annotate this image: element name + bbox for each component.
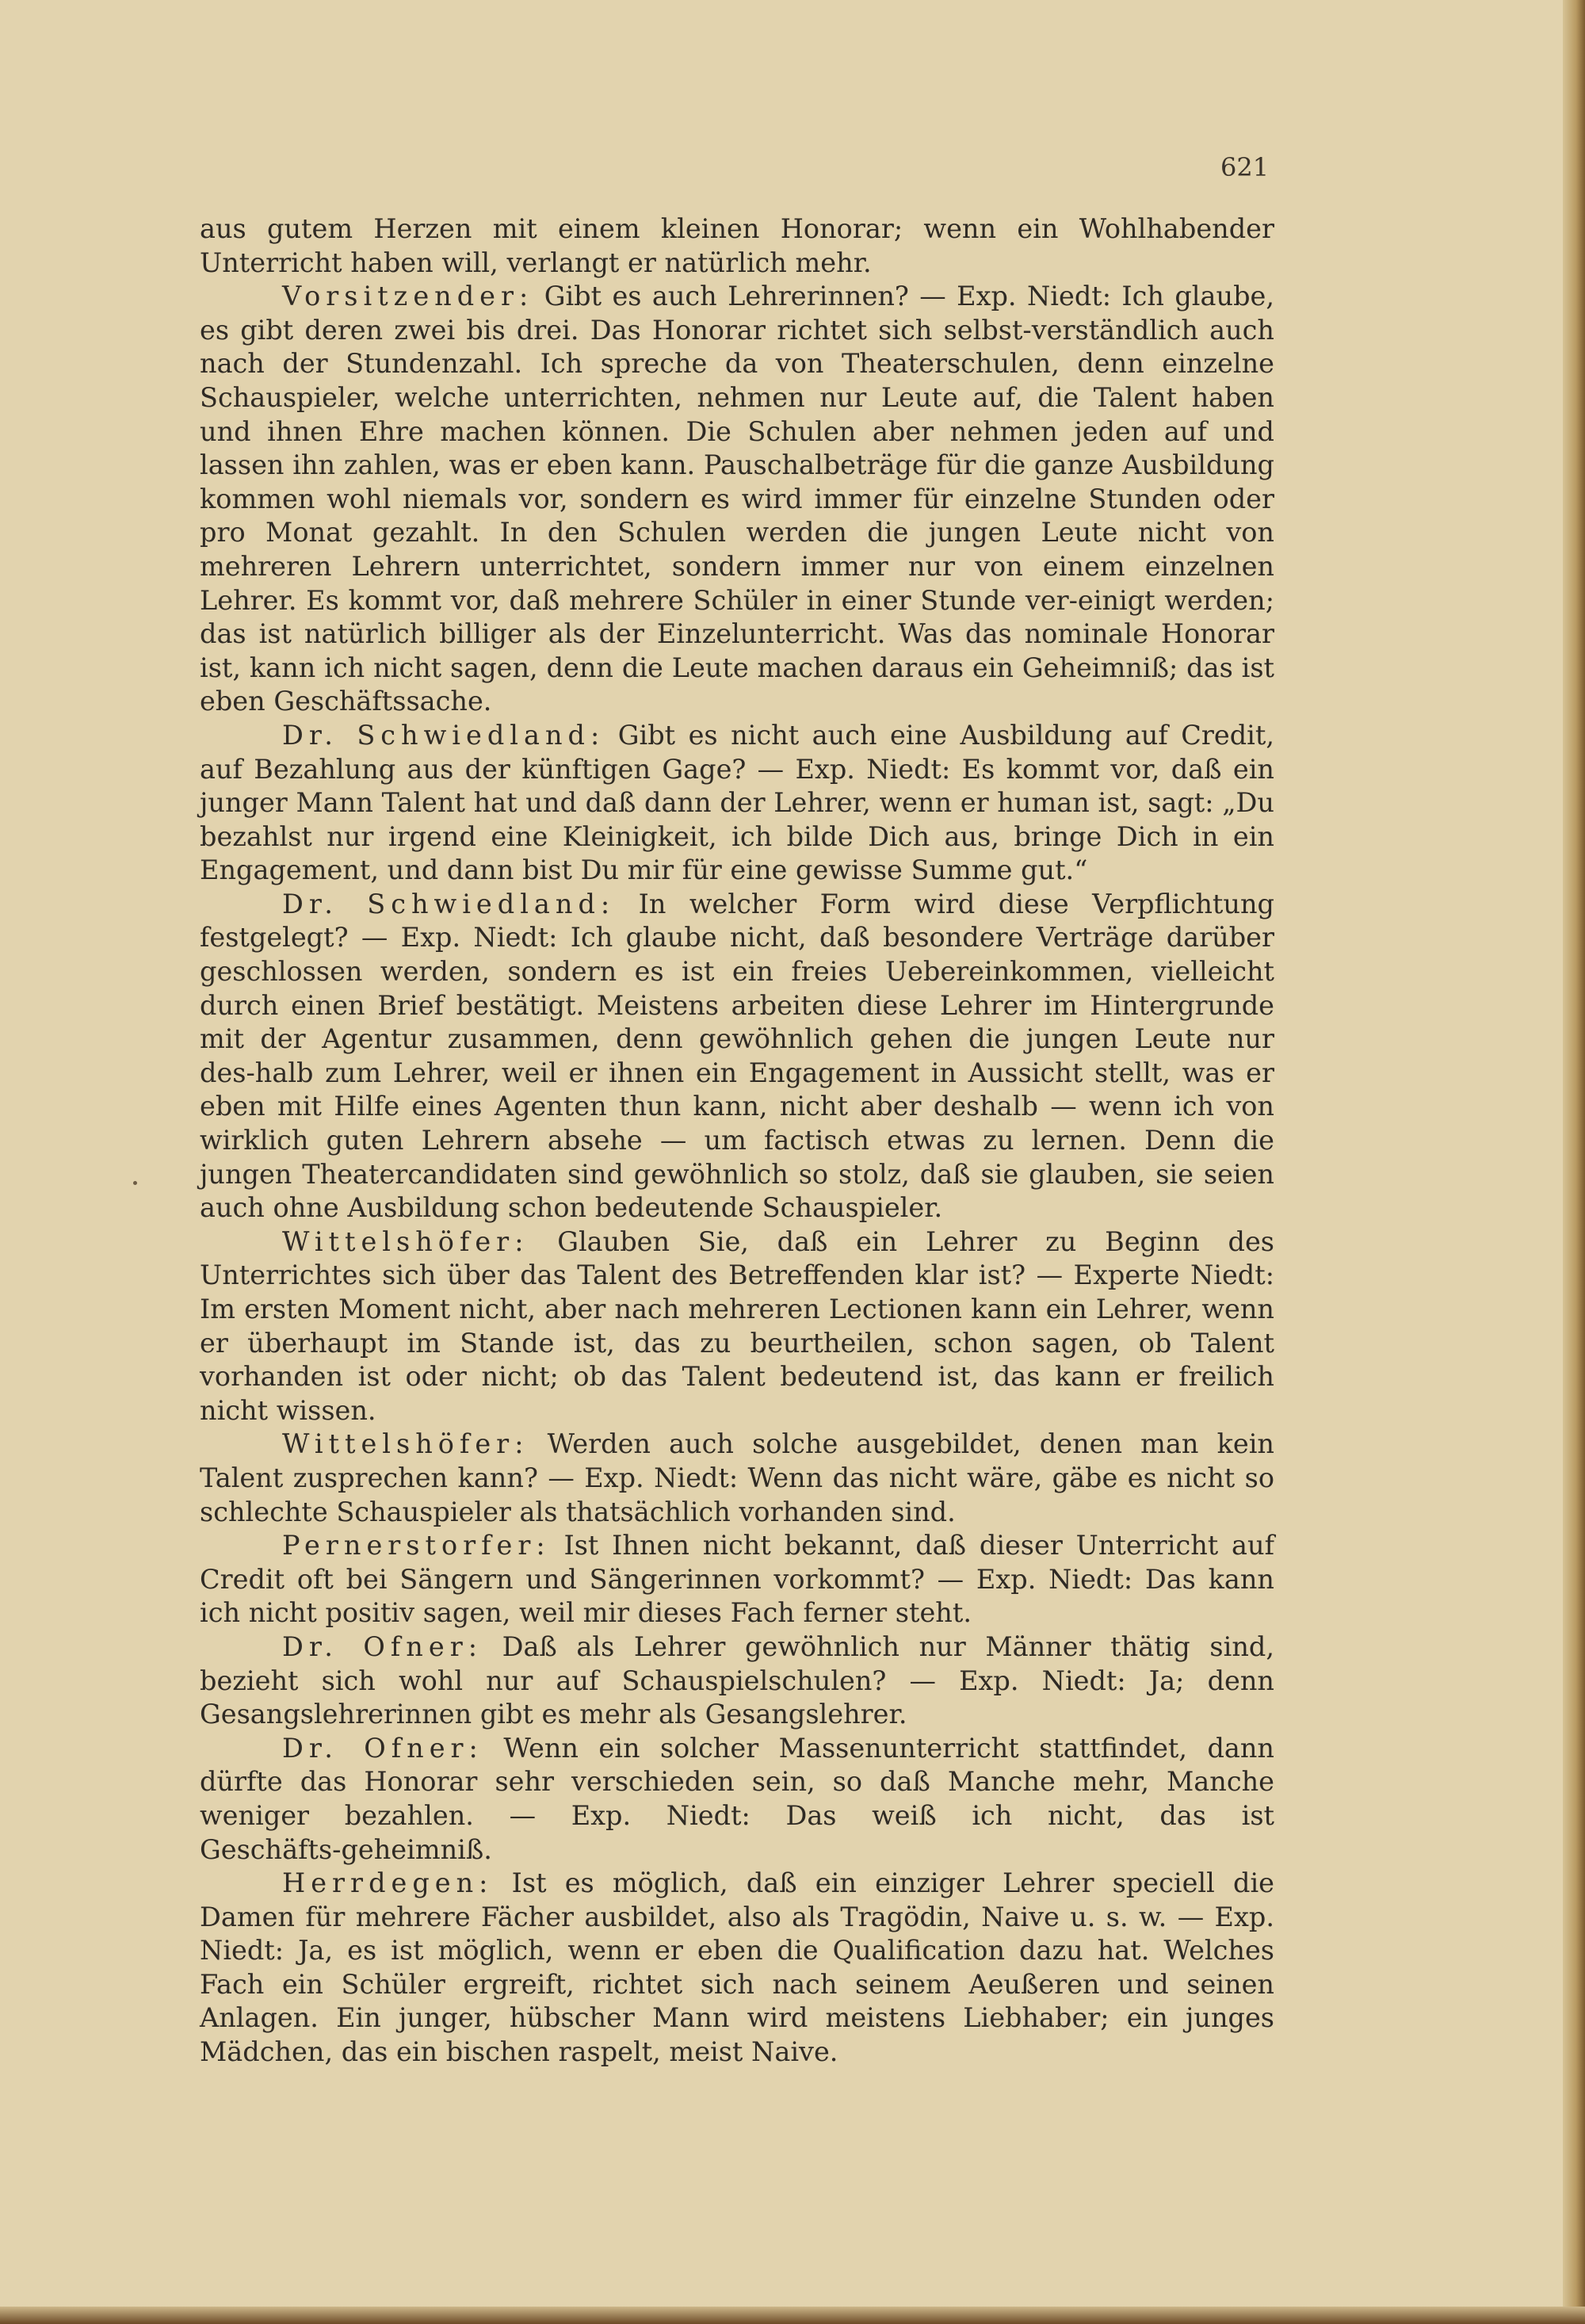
paragraph-text: Gibt es auch Lehrerinnen? — Exp. Niedt: Ich glaube, es gibt deren zwei bis drei. Das Honorar richtet sich selbst‑verständlich auch nach der Stundenzahl. Ich spreche da von Theaterschulen, denn einzelne Schauspieler, welche unterrichten, nehmen nur Leute auf, die Talent haben und ihnen Ehre machen können. Die Schulen aber nehmen jeden auf und lassen ihn zahlen, was er eben kann. Pauschalbeträge für die ganze Ausbildung kommen wohl niemals vor, sondern es wird immer für einzelne Stunden oder pro Monat gezahlt. In den Schulen werden die jungen Leute nicht von mehreren Lehrern unterrichtet, sondern immer nur von einem einzelnen Lehrer. Es kommt vor, daß mehrere Schüler in einer Stunde ver‑einigt werden; das ist natürlich billiger als der Einzelunterricht. Was das nominale Honorar ist, kann ich nicht sagen, denn die Leute machen daraus ein Geheimniß; das ist eben Geschäftssache. [200,281,1274,717]
paragraph-text: Wenn ein solcher Massenunterricht stattfindet, dann dürfte das Honorar sehr verschieden sein, so daß Manche mehr, Manche weniger bezahlen. — Exp. Niedt: Das weiß ich nicht, das ist Geschäfts‑geheimniß. [200,1732,1275,1865]
speaker-name: Dr. Ofner: [282,1732,483,1764]
paragraph [200,888,1274,1225]
paragraph [200,1732,1274,1867]
paragraph-text: In welcher Form wird diese Verpflichtung festgelegt? — Exp. Niedt: Ich glaube nicht, daß besondere Verträge darüber geschlossen werden, sondern es ist ein freies Uebereinkommen, vielleicht durch einen Brief bestätigt. Meistens arbeiten diese Lehrer im Hintergrunde mit der Agentur zusammen, denn gewöhnlich gehen die jungen Leute nur des‑halb zum Lehrer, weil er ihnen ein Engagement in Aussicht stellt, was er eben mit Hilfe eines Agenten thun kann, nicht aber deshalb — wenn ich von wirklich guten Lehrern absehe — um factisch etwas zu lernen. Denn die jungen Theatercandidaten sind gewöhnlich so stolz, daß sie glauben, sie seien auch ohne Ausbildung schon bedeutende Schauspieler. [200,888,1274,1224]
page-edge-bottom [0,2307,1585,2324]
paragraph [200,212,1274,280]
speaker-name: Herrdegen: [282,1867,494,1899]
body-text [200,212,1274,2070]
speaker-name: Dr. Ofner: [282,1630,483,1662]
speaker-name: Wittelshöfer: [282,1225,529,1257]
page-edge-right [1563,0,1585,2324]
paragraph [200,1428,1274,1529]
paragraph [200,1225,1274,1428]
paragraph-text: Werden auch solche ausgebildet, denen man kein Talent zusprechen kann? — Exp. Niedt: Wenn das nicht wäre, gäbe es nicht so schlechte Schauspieler als thatsächlich vorhanden sind. [200,1428,1274,1527]
paragraph-text: Gibt es nicht auch eine Ausbildung auf Credit, auf Bezahlung aus der künftigen Gage? — Exp. Niedt: Es kommt vor, daß ein junger Mann Talent hat und daß dann der Lehrer, wenn er human ist, sagt: „Du bezahlst nur irgend eine Kleinigkeit, ich bilde Dich aus, bringe Dich in ein Engagement, und dann bist Du mir für eine gewisse Summe gut.“ [200,719,1274,886]
paragraph [200,719,1274,888]
ink-spot [133,1181,137,1185]
speaker-name: Dr. Schwiedland: [282,719,605,751]
paragraph [200,1867,1274,2070]
paragraph [200,1529,1274,1630]
paragraph-text: Ist Ihnen nicht bekannt, daß dieser Unterricht auf Credit oft bei Sängern und Sängerinnen vorkommt? — Exp. Niedt: Das kann ich nicht positiv sagen, weil mir dieses Fach ferner steht. [200,1530,1275,1629]
page-number: 621 [1220,152,1270,182]
speaker-name: Wittelshöfer: [282,1428,529,1460]
paragraph-text: Daß als Lehrer gewöhnlich nur Männer thätig sind, bezieht sich wohl nur auf Schauspielschulen? — Exp. Niedt: Ja; denn Gesangslehrerinnen gibt es mehr als Gesangslehrer. [200,1630,1274,1730]
paragraph-text: Ist es möglich, daß ein einziger Lehrer speciell die Damen für mehrere Fächer ausbildet, also als Tragödin, Naive u. s. w. — Exp. Niedt: Ja, es ist möglich, wenn er eben die Qualification dazu hat. Welches Fach ein Schüler ergreift, richtet sich nach seinem Aeußeren und seinen Anlagen. Ein junger, hübscher Mann wird meistens Liebhaber; ein junges Mädchen, das ein bischen raspelt, meist Naive. [200,1867,1274,2068]
speaker-name: Vorsitzender: [282,281,534,312]
paragraph-text: aus gutem Herzen mit einem kleinen Honorar; wenn ein Wohlhabender Unterricht haben will, verlangt er natürlich mehr. [200,213,1274,278]
paragraph [200,1630,1274,1732]
paragraph-text: Glauben Sie, daß ein Lehrer zu Beginn des Unterrichtes sich über das Talent des Betreffenden klar ist? — Experte Niedt: Im ersten Moment nicht, aber nach mehreren Lectionen kann ein Lehrer, wenn er überhaupt im Stande ist, das zu beurtheilen, schon sagen, ob Talent vorhanden ist oder nicht; ob das Talent bedeutend ist, das kann er freilich nicht wissen. [200,1225,1274,1426]
paragraph [200,280,1274,719]
speaker-name: Dr. Schwiedland: [282,888,616,919]
speaker-name: Pernerstorfer: [282,1530,551,1561]
